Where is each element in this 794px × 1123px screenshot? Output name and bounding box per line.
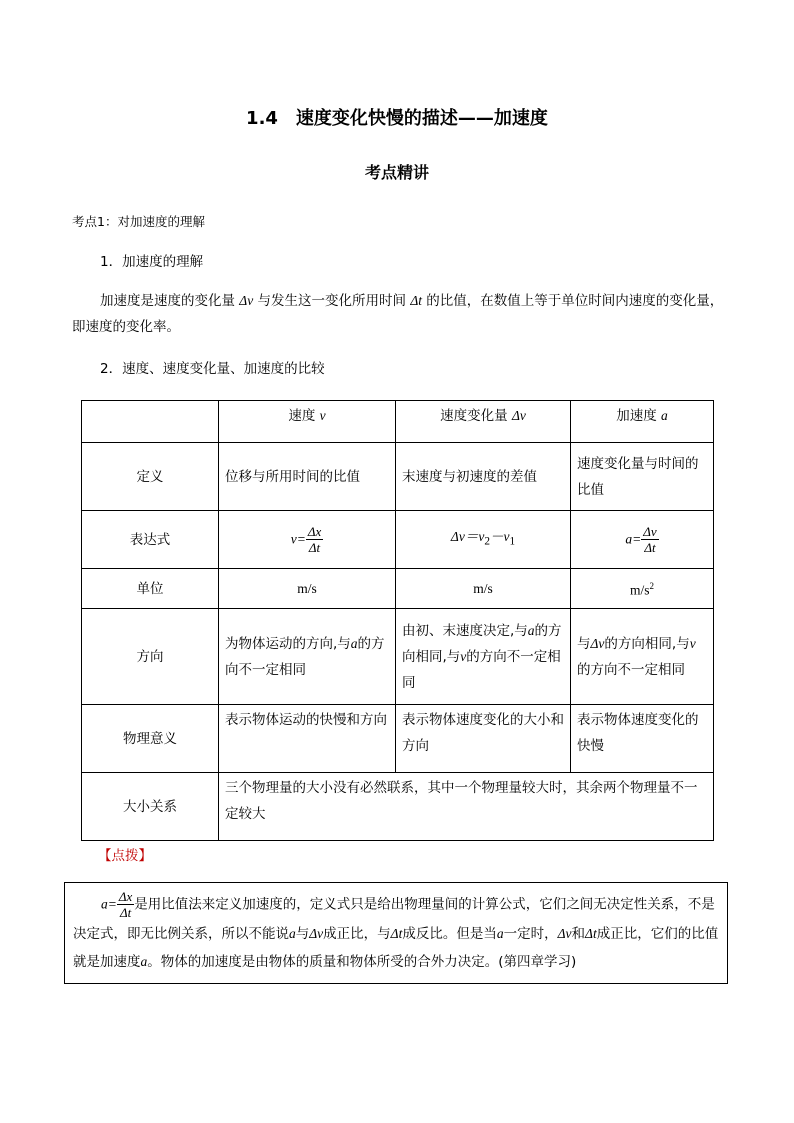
sec2-heading: 2．速度、速度变化量、加速度的比较 [100, 361, 325, 377]
cell-meaning-velocity-change: 表示物体速度变化的大小和方向 [396, 705, 571, 773]
cell-def-velocity: 位移与所用时间的比值 [219, 443, 396, 511]
table-row [82, 569, 714, 609]
cell-expr-acceleration: a= $\frac{\Delta v}{\Delta t}$ [571, 511, 714, 569]
header-empty [82, 401, 219, 443]
row-label-unit: 单位 [82, 569, 219, 609]
cell-unit-velocity: m/s [219, 569, 396, 609]
point-heading: 考点1：对加速度的理解 [72, 214, 205, 229]
cell-def-velocity-change: 末速度与初速度的差值 [396, 443, 571, 511]
cell-dir-acceleration: 与Δv的方向相同,与v的方向不一定相同 [571, 609, 714, 705]
header-velocity: 速度 v [219, 401, 396, 443]
page-title: 1.4 速度变化快慢的描述——加速度 [246, 108, 548, 129]
comparison-table [81, 400, 714, 841]
table-row [82, 773, 714, 841]
table-row [82, 609, 714, 705]
row-label-meaning: 物理意义 [82, 705, 219, 773]
header-acceleration: 加速度 a [571, 401, 714, 443]
row-label-expression: 表达式 [82, 511, 219, 569]
header-velocity-change: 速度变化量 Δv [396, 401, 571, 443]
sec1-heading: 1．加速度的理解 [100, 254, 204, 270]
row-label-direction: 方向 [82, 609, 219, 705]
cell-dir-velocity: 为物体运动的方向,与a的方向不一定相同 [219, 609, 396, 705]
table-row [82, 443, 714, 511]
cell-unit-acceleration: $m/s^2$ [571, 569, 714, 609]
cell-meaning-velocity: 表示物体运动的快慢和方向 [219, 705, 396, 773]
cell-meaning-acceleration: 表示物体速度变化的快慢 [571, 705, 714, 773]
cell-def-acceleration: 速度变化量与时间的比值 [571, 443, 714, 511]
cell-dir-velocity-change: 由初、末速度决定,与a的方向相同,与v的方向不一定相同 [396, 609, 571, 705]
tip-label: 【点拨】 [98, 848, 152, 864]
row-label-relation: 大小关系 [82, 773, 219, 841]
table-row [82, 511, 714, 569]
cell-expr-velocity: v= $\frac{\Delta x}{\Delta t}$ [219, 511, 396, 569]
table-header-row [82, 401, 714, 443]
section-subtitle: 考点精讲 [364, 163, 429, 182]
row-label-definition: 定义 [82, 443, 219, 511]
cell-relation: 三个物理量的大小没有必然联系，其中一个物理量较大时，其余两个物理量不一定较大 [219, 773, 714, 841]
cell-unit-velocity-change: m/s [396, 569, 571, 609]
table-row [82, 705, 714, 773]
cell-expr-velocity-change: $\Delta v=v_2-v_1$ [396, 511, 571, 569]
tip-box: a= $\frac{\Delta x}{\Delta t}$ 是用比值法来定义加速度的，定义式只是给出物理量间的计算公式，它们之间无决定性关系，不是决定式，即无比例关系，所以不能说a与Δv成正比，与Δt成反比。但是当a一定时，Δv和Δt成正比，它们的比值就是加速度a。物体的加速度是由物体的质量和物体所受的合外力决定。(第四章学习) [64, 882, 728, 984]
sec1-paragraph: 加速度是速度的变化量 Δv 与发生这一变化所用时间 Δt 的比值，在数值上等于单位时间内速度的变化量，即速度的变化率。 [72, 293, 724, 335]
